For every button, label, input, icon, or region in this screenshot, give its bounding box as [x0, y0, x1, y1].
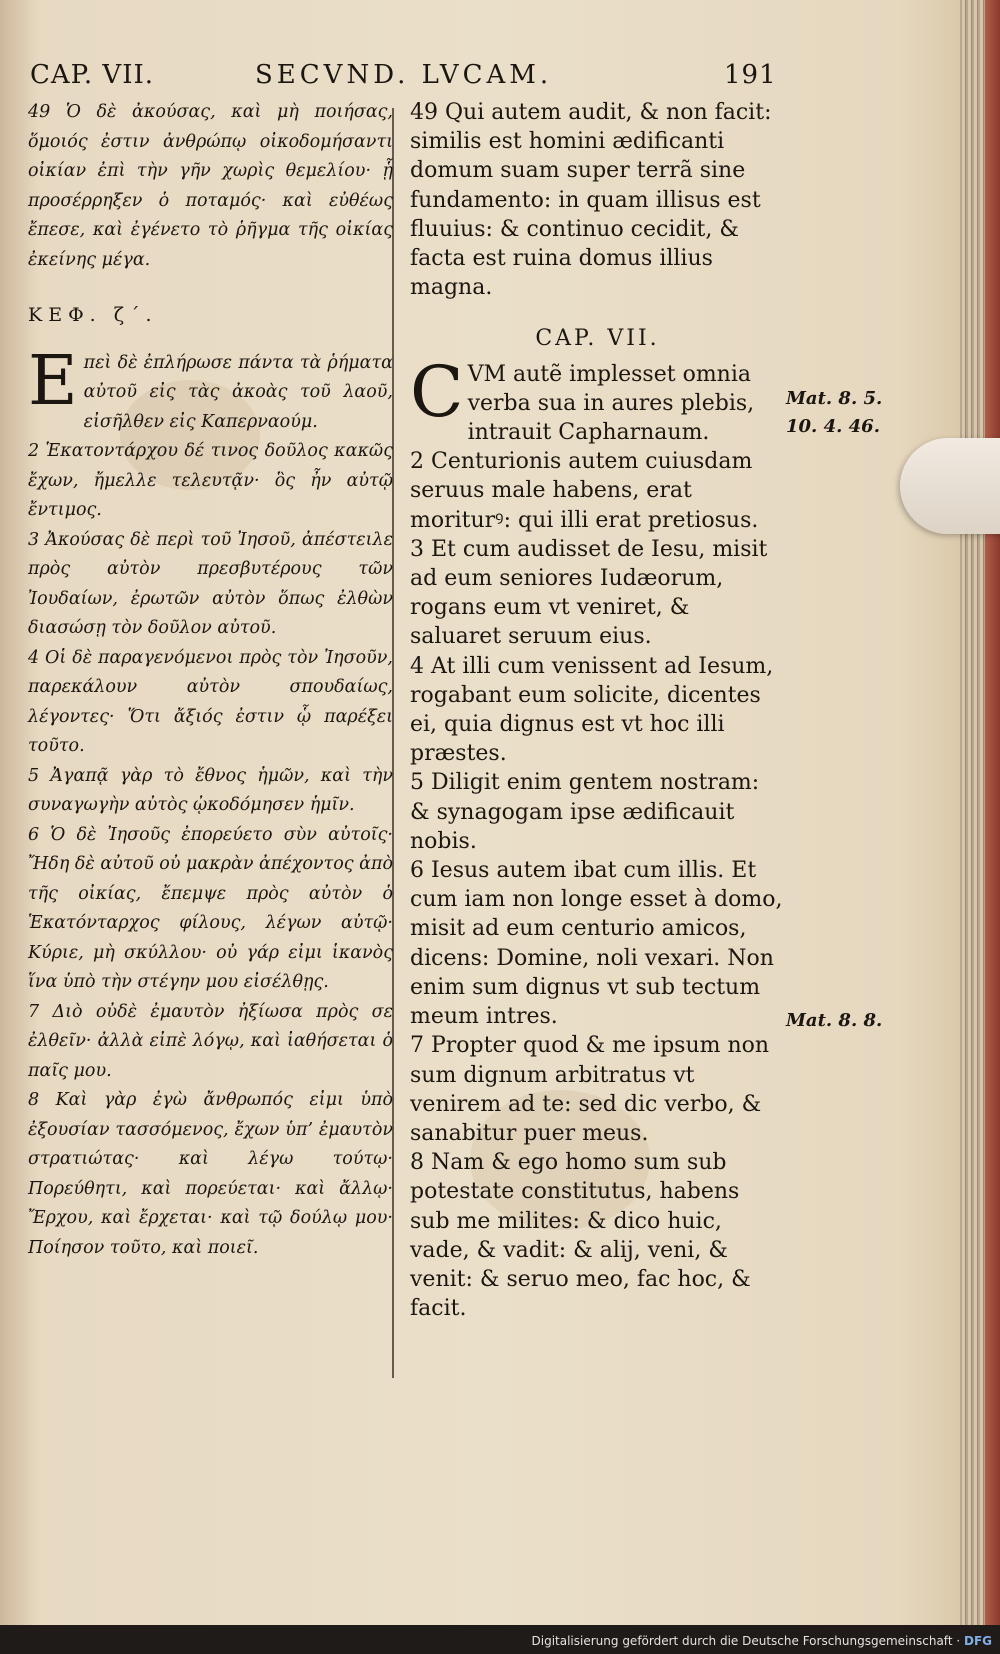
greek-verse-3: 3 Ἀκούσας δὲ περὶ τοῦ Ἰησοῦ, ἀπέστειλε πρὸς αὐτὸν πρεσβυτέρους τῶν Ἰουδαίων, ἐρωτῶν αὐτὸν ὅπως ἐλθὼν διασώσῃ τὸν δοῦλον αὐτοῦ.: [28, 529, 393, 638]
latin-verse-8: 8 Nam & ego homo sum sub potestate constitutus, habens sub me milites: & dico huic, vade, & vadit: & alij, veni, & venit: & seruo meo, fac hoc, & facit.: [410, 1150, 751, 1322]
latin-verse-6: 6 Iesus autem ibat cum illis. Et cum iam non longe esset à domo, misit ad eum centurio amicos, dicens: Domine, noli vexari. Non enim sum dignus vt sub tectum meum intres.: [410, 858, 783, 1030]
latin-verse-1: [410, 350, 785, 448]
greek-verse-49: 49 Ὁ δὲ ἀκούσας, καὶ μὴ ποιήσας, ὅμοιός ἐστιν ἀνθρώπῳ οἰκοδομήσαντι οἰκίαν ἐπὶ τὴν γῆν χωρὶς θεμελίου· ᾗ προσέρρηξεν ὁ ποταμός· καὶ εὐθέως ἔπεσε, καὶ ἐγένετο τὸ ῥῆγμα τῆς οἰκίας ἐκείνης μέγα.: [28, 102, 393, 270]
latin-verse-49: 49 Qui autem audit, & non facit: similis est homini ædificanti domum suam super terrã sine fundamento: in quam illisus est fluuius: & continuo cecidit, & facta est ruina domus illius magna.: [410, 100, 772, 301]
greek-verse-8: 8 Καὶ γὰρ ἐγὼ ἄνθρωπός εἰμι ὑπὸ ἐξουσίαν τασσόμενος, ἔχων ὑπ’ ἐμαυτὸν στρατιώτας· καὶ λέγω τούτῳ· Πορεύθητι, καὶ πορεύεται· καὶ ἄλλῳ· Ἔρχου, καὶ ἔρχεται· καὶ τῷ δούλῳ μου· Ποίησον τοῦτο, καὶ ποιεῖ.: [28, 1090, 393, 1258]
latin-verse-4: 4 At illi cum venissent ad Iesum, rogabant eum solicite, dicentes ei, quia dignus est vt hoc illi præstes.: [410, 653, 774, 767]
latin-verse-7: 7 Propter quod & me ipsum non sum dignum arbitratus vt venirem ad te: sed dic verbo, & sanabitur puer meus.: [410, 1033, 770, 1146]
greek-verse-1: [28, 341, 393, 438]
latin-drop-cap: C: [410, 350, 464, 433]
greek-verse-7: 7 Διὸ οὐδὲ ἐμαυτὸν ἠξίωσα πρὸς σε ἐλθεῖν· ἀλλὰ εἰπὲ λόγῳ, καὶ ἰαθήσεται ὁ παῖς μου.: [28, 1001, 393, 1081]
greek-drop-cap: Ε: [28, 341, 78, 421]
latin-chapter-heading: CAP. VII.: [535, 326, 660, 352]
funding-credit: [532, 1634, 992, 1648]
running-title: SECVND. LVCAM.: [255, 60, 553, 90]
latin-verse-5: 5 Diligit enim gentem nostram: & synagogam ipse ædificauit nobis.: [410, 770, 760, 854]
red-book-edge: [985, 0, 1000, 1625]
credit-text: Digitalisierung gefördert durch die Deutsche Forschungsgemeinschaft ·: [531, 1634, 961, 1648]
page-number: 191: [724, 60, 777, 90]
greek-column: [28, 98, 393, 1263]
latin-verse-3: 3 Et cum audisset de Iesu, misit ad eum seniores Iudæorum, rogans eum vt veniret, & saluaret seruum eius.: [410, 536, 768, 650]
greek-verse-4: 4 Οἱ δὲ παραγενόμενοι πρὸς τὸν Ἰησοῦν, παρεκάλουν αὐτὸν σπουδαίως, λέγοντες· Ὅτι ἄξιός ἐστιν ᾧ παρέξει τοῦτο.: [28, 647, 393, 756]
dfg-logo: DFG: [963, 1634, 992, 1648]
greek-verse-1-text: πεὶ δὲ ἐπλήρωσε πάντα τὰ ῥήματα αὐτοῦ εἰς τὰς ἀκοὰς τοῦ λαοῦ, εἰσῆλθεν εἰς Καπερναούμ.: [83, 352, 393, 432]
greek-verse-6: 6 Ὁ δὲ Ἰησοῦς ἐπορεύετο σὺν αὐτοῖς· Ἤδη δὲ αὐτοῦ οὐ μακρὰν ἀπέχοντος ἀπὸ τῆς οἰκίας, ἔπεμψε πρὸς αὐτὸν ὁ Ἑκατόνταρχος φίλους, λέγων αὐτῷ· Κύριε, μὴ σκύλλου· οὐ γάρ εἰμι ἱκανὸς ἵνα ὑπὸ τὴν στέγην μου εἰσέλθῃς.: [28, 824, 393, 992]
chapter-label: CAP. VII.: [30, 60, 155, 90]
margin-reference: Mat. 8. 5.: [786, 388, 883, 409]
greek-chapter-heading: ΚΕΦ. ζ΄.: [28, 304, 158, 326]
margin-reference: Mat. 8. 8.: [786, 1010, 883, 1031]
bookmark-tab: [900, 438, 1000, 534]
greek-verse-5: 5 Ἀγαπᾷ γὰρ τὸ ἔθνος ἡμῶν, καὶ τὴν συναγωγὴν αὐτὸς ᾠκοδόμησεν ἡμῖν.: [28, 765, 393, 815]
greek-verse-2: 2 Ἑκατοντάρχου δέ τινος δοῦλος κακῶς ἔχων, ἤμελλε τελευτᾷν· ὃς ἦν αὐτῷ ἔντιμος.: [28, 441, 393, 520]
latin-verse-2: 2 Centurionis autem cuiusdam seruus male habens, erat moriturꝰ: qui illi erat pretiosus.: [410, 449, 759, 533]
latin-verse-1-text: VM autẽ implesset omnia verba sua in aures plebis, intrauit Capharnaum.: [467, 361, 755, 446]
margin-reference: 10. 4. 46.: [786, 416, 880, 437]
latin-column: [410, 98, 785, 1323]
